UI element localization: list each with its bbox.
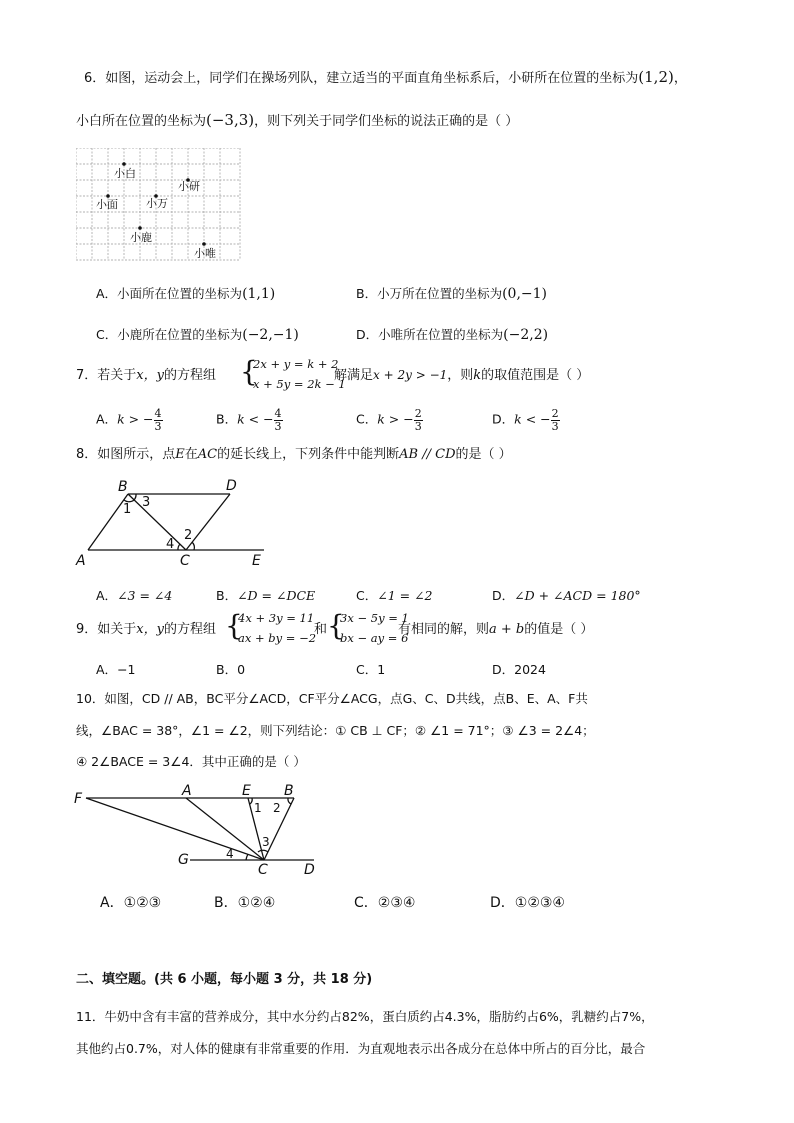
q8-option-a-label: A． (96, 588, 118, 603)
q10-line3: ④ 2∠BACE = 3∠4．其中正确的是（ ） (76, 754, 306, 769)
q11-line1: 11．牛奶中含有丰富的营养成分，其中水分约占82%，蛋白质约占4.3%，脂肪约占6%，乳糖约占7%， (76, 1009, 654, 1024)
q6-option-d-value: (−2,2) (503, 327, 549, 343)
q8-angle-4: 4 (166, 537, 175, 552)
q9-option-a[interactable] (96, 660, 136, 678)
q7-tail-text: ，则 (447, 368, 474, 383)
section-2-heading: 二、填空题。(共 6 小题，每小题 3 分，共 18 分) (76, 972, 373, 987)
q6-line2 (76, 113, 518, 128)
q10-segment-ac (186, 798, 264, 860)
q9-lead (76, 623, 216, 636)
point-xiaolu (138, 226, 142, 230)
q10-option-a[interactable] (100, 892, 161, 912)
q9-vars: x，y (136, 622, 164, 637)
label-xiaowan: 小万 (146, 197, 168, 210)
q8-option-a-expr: ∠3 = ∠4 (117, 588, 173, 603)
q8-option-c-expr: ∠1 = ∠2 (377, 588, 433, 603)
q9-lead-text: 9．如关于 (76, 622, 137, 637)
q8-lead: 8．如图所示，点 (76, 447, 176, 462)
q9-option-a-expr: −1 (117, 662, 136, 677)
q8-e: E (175, 447, 185, 462)
q9-s1-eq1: 4x + 3y = 11 (238, 611, 315, 625)
q8-option-b-label: B． (216, 588, 238, 603)
q6-line1-end: ， (673, 71, 687, 86)
q10-label-g: G (178, 852, 189, 868)
q8-option-a[interactable] (96, 586, 172, 604)
q9-option-d[interactable] (492, 660, 546, 678)
point-xiaobai (122, 162, 126, 166)
q7-option-d-fraction: $\frac{2}{3}$ (551, 407, 559, 433)
q8-segment-bc (128, 494, 186, 550)
q7-option-c-label: C． (356, 411, 378, 427)
q7-eq1: 2x + y = k + 2 (253, 357, 339, 371)
q10-option-d[interactable] (490, 892, 565, 912)
q10-label-e: E (242, 784, 251, 799)
q7-option-c[interactable] (356, 408, 423, 432)
q8-option-b-expr: ∠D = ∠DCE (237, 588, 316, 603)
q8-label-d: D (226, 478, 237, 494)
q6-option-d[interactable] (356, 325, 548, 343)
q8-stem (76, 448, 512, 461)
q7-option-d-expr: k < − (514, 411, 551, 427)
q6-coord2: (−3,3) (206, 111, 255, 129)
q7-k: k (473, 368, 482, 383)
q9-ab: a + b (489, 622, 525, 637)
q10-option-c-expr: ②③④ (377, 895, 416, 911)
q9-tail-text: 的值是（ ） (524, 622, 594, 637)
q8-angle-3: 3 (142, 495, 151, 510)
q8-option-d-label: D． (492, 588, 515, 603)
q9-option-a-label: A． (96, 662, 118, 677)
q7-brace: { (240, 355, 258, 388)
q9-option-d-label: D． (492, 662, 515, 677)
q10-label-f: F (74, 791, 83, 807)
q6-grid-figure (76, 148, 242, 262)
q10-option-b-expr: ①②④ (237, 895, 276, 911)
q7-tail (334, 369, 589, 382)
q7-option-b-fraction: $\frac{4}{3}$ (274, 407, 282, 433)
q8-label-c: C (180, 553, 190, 568)
q10-arc-4 (246, 854, 248, 860)
q8-segment-cd (186, 494, 230, 550)
q9-s2-eq2: bx − ay = 6 (340, 631, 409, 645)
q10-option-b-label: B． (214, 895, 238, 911)
q6-option-a[interactable] (96, 284, 275, 302)
label-xiaobai: 小白 (114, 167, 136, 180)
q6-coord1: (1,2) (638, 68, 674, 86)
q7-option-a-label: A． (96, 411, 118, 427)
q10-option-a-expr: ①②③ (123, 895, 162, 911)
q6-option-b-value: (0,−1) (502, 286, 547, 302)
q7-eq2: x + 5y = 2k − 1 (253, 377, 346, 391)
q9-option-d-expr: 2024 (514, 662, 546, 677)
q7-option-b[interactable] (216, 408, 283, 432)
q8-option-c[interactable] (356, 586, 433, 604)
q10-option-d-label: D． (490, 895, 515, 911)
q10-angle-3: 3 (262, 835, 270, 849)
q10-angle-4: 4 (226, 847, 234, 861)
q8-segment-ab (88, 494, 128, 550)
q9-option-c-expr: 1 (377, 662, 386, 677)
q10-line2: 线，∠BAC = 38°，∠1 = ∠2，则下列结论：① CB ⊥ CF；② ∠1 = 71°；③ ∠3 = 2∠4； (76, 723, 595, 738)
q10-option-c[interactable] (354, 892, 415, 912)
q8-mid2: 的延长线上，下列条件中能判断 (217, 447, 400, 462)
q10-option-c-label: C． (354, 895, 378, 911)
q8-label-b: B (118, 479, 128, 495)
q6-line1-text: 6．如图，运动会上，同学们在操场列队，建立适当的平面直角坐标系后，小研所在位置的坐标为 (84, 71, 639, 86)
q6-option-b-text: B．小万所在位置的坐标为 (356, 286, 503, 301)
q7-after: 解满足 (334, 368, 374, 383)
q6-option-c-value: (−2,−1) (242, 327, 299, 343)
q9-brace-2: { (327, 609, 345, 642)
q8-arc-4 (178, 544, 180, 550)
q6-option-d-text: D．小唯所在位置的坐标为 (356, 327, 504, 342)
q10-arc-3 (258, 850, 268, 852)
q10-label-a: A (182, 784, 192, 799)
q7-option-a-fraction: $\frac{4}{3}$ (154, 407, 162, 433)
q7-vars: x，y (136, 368, 164, 383)
q6-option-b[interactable] (356, 284, 547, 302)
q9-mid: 的方程组 (163, 622, 216, 637)
q6-line2-text: 小白所在位置的坐标为 (76, 114, 207, 129)
q7-tail2: 的取值范围是（ ） (481, 368, 590, 383)
q7-condition: x + 2y > −1 (373, 368, 448, 382)
q7-lead-text: 7．若关于 (76, 368, 137, 383)
q7-mid: 的方程组 (163, 368, 216, 383)
q10-angle-1: 1 (254, 801, 262, 815)
q9-option-b-expr: 0 (237, 662, 246, 677)
q6-option-a-value: (1,1) (242, 286, 276, 302)
q10-label-d: D (304, 862, 315, 878)
q8-ac: AC (197, 447, 218, 462)
q7-option-c-expr: k > − (377, 411, 414, 427)
q8-arc-2 (192, 542, 194, 550)
q7-option-d-label: D． (492, 411, 515, 427)
q9-and: 和 (314, 622, 328, 637)
q7-option-d[interactable] (492, 408, 560, 432)
q6-line1 (84, 70, 687, 85)
q7-option-b-label: B． (216, 411, 238, 427)
q8-option-c-label: C． (356, 588, 378, 603)
q10-option-a-label: A． (100, 895, 124, 911)
q8-angle-2: 2 (184, 528, 193, 543)
q10-angle-2: 2 (273, 801, 281, 815)
q9-after: 有相同的解，则 (398, 622, 490, 637)
q8-tail: 的是（ ） (455, 447, 512, 462)
q8-mid: 在 (184, 447, 198, 462)
q6-option-a-text: A．小面所在位置的坐标为 (96, 286, 243, 301)
q6-option-c[interactable] (96, 325, 299, 343)
q11-line2: 其他约占0.7%，对人体的健康有非常重要的作用．为直观地表示出各成分在总体中所占的百分比，最合 (76, 1041, 646, 1056)
q8-figure (72, 476, 272, 568)
label-xiaolu: 小鹿 (130, 231, 152, 244)
label-xiaomian: 小面 (96, 198, 118, 211)
label-xiaowei: 小唯 (194, 247, 216, 260)
q7-option-a[interactable] (96, 408, 163, 432)
q10-segment-fc (86, 798, 264, 860)
q7-option-c-fraction: $\frac{2}{3}$ (414, 407, 422, 433)
q9-option-b[interactable] (216, 660, 245, 678)
q8-angle-1: 1 (123, 502, 132, 517)
q8-option-d[interactable] (492, 586, 641, 604)
q6-option-c-text: C．小鹿所在位置的坐标为 (96, 327, 243, 342)
point-xiaowei (202, 242, 206, 246)
q10-option-b[interactable] (214, 892, 275, 912)
q9-option-b-label: B． (216, 662, 238, 677)
q10-line1: 10．如图，CD // AB，BC平分∠ACD，CF平分∠ACG，点G、C、D共线，点B、E、A、F共 (76, 691, 588, 706)
q7-lead (76, 369, 216, 382)
q8-label-e: E (252, 553, 261, 568)
q8-option-b[interactable] (216, 586, 315, 604)
q10-label-b: B (284, 784, 294, 799)
q9-s1-eq2: ax + by = −2 (238, 631, 317, 645)
q9-tail (398, 623, 593, 636)
q6-line2-end: ，则下列关于同学们坐标的说法正确的是（ ） (254, 114, 519, 129)
label-xiaoyan: 小研 (178, 180, 200, 193)
q9-brace-1: { (225, 609, 243, 642)
q7-option-b-expr: k < − (237, 411, 274, 427)
q9-s2-eq1: 3x − 5y = 1 (340, 611, 409, 625)
q8-abcd: AB // CD (399, 447, 456, 462)
q9-option-c[interactable] (356, 660, 385, 678)
q8-label-a: A (76, 553, 86, 568)
q8-arc-3 (134, 494, 136, 500)
q8-option-d-expr: ∠D + ∠ACD = 180° (514, 588, 641, 603)
q10-option-d-expr: ①②③④ (514, 895, 565, 911)
q9-option-c-label: C． (356, 662, 378, 677)
q10-figure (72, 784, 322, 878)
q10-label-c: C (258, 862, 268, 878)
q7-option-a-expr: k > − (117, 411, 154, 427)
